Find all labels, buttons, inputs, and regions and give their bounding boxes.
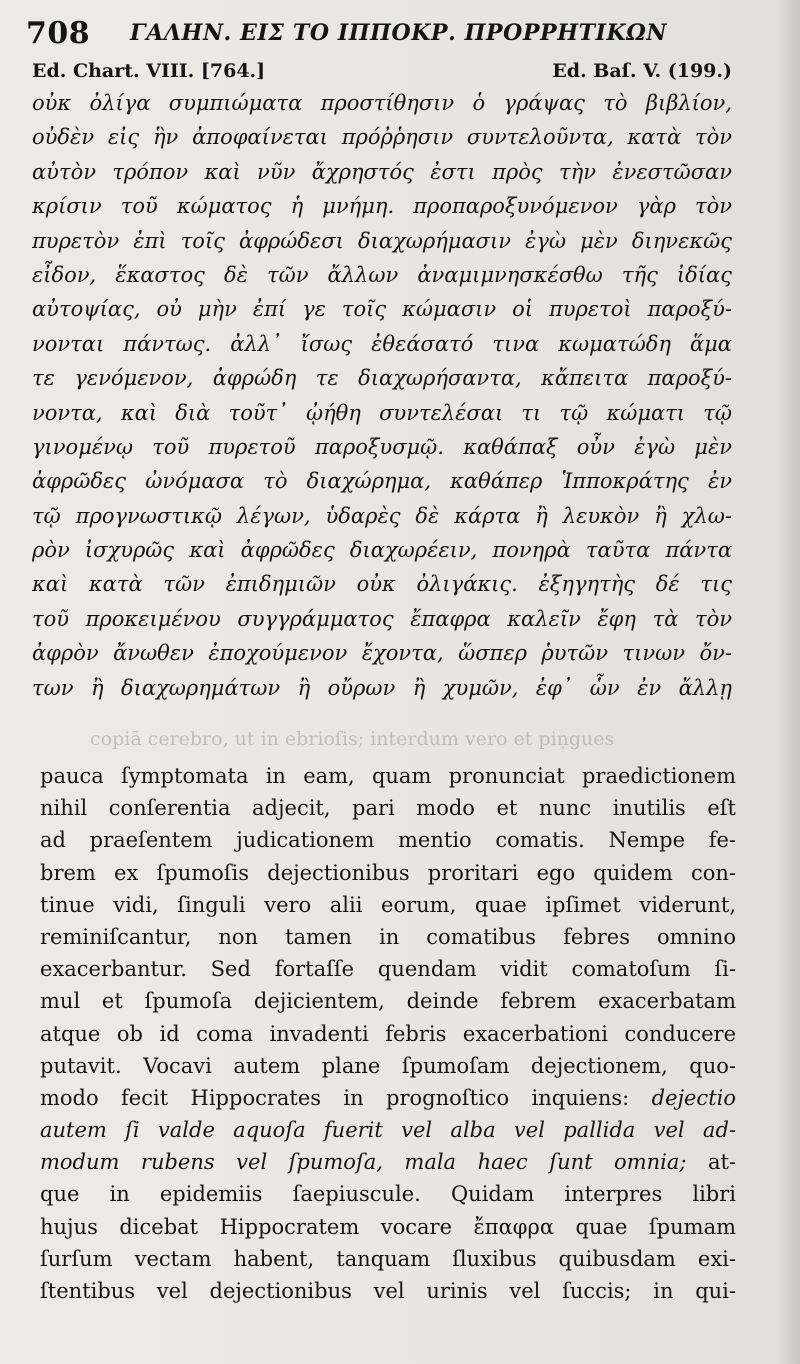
latin-line: que in epidemiis ſaepiuscule. Quidam interpres libri	[40, 1182, 736, 1207]
greek-line: ἀφρῶδες ὠνόμασα τὸ διαχώρημα, καθάπερ Ἱπποκράτης ἐν	[32, 469, 732, 494]
latin-line-text: at-	[686, 1150, 736, 1175]
greek-line: νοντα, καὶ διὰ τοῦτ᾽ ᾠήθη συντελέσαι τι τῷ κώματι τῷ	[32, 400, 732, 425]
latin-line: reminiſcantur, non tamen in comatibus febres omnino	[40, 924, 736, 949]
latin-italic-quote: autem ſi valde aquoſa fuerit vel alba vel pallida vel ad-	[40, 1118, 736, 1143]
greek-line: τε γενόμενον, ἀφρώδη τε διαχωρήσαντα, κἄπειτα παροξύ-	[32, 366, 732, 391]
latin-line: ad praeſentem judicationem mentio comatis. Nempe fe-	[40, 828, 736, 853]
latin-line: mul et ſpumoſa dejicientem, deinde febrem exacerbatam	[40, 989, 736, 1014]
latin-line-text: modo fecit Hippocrates in prognoſtico inquiens:	[40, 1085, 652, 1110]
edition-chartier: Ed. Chart. VIII. [764.]	[32, 60, 266, 82]
greek-line: των ἢ διαχωρημάτων ἢ οὔρων ἢ χυμῶν, ἐφ᾽ ὧν ἐν ἄλλῃ	[32, 675, 732, 700]
greek-line: αὐτὸν τρόπον καὶ νῦν ἄχρηστός ἐστι πρὸς τὴν ἐνεστῶσαν	[32, 159, 732, 184]
greek-line: πυρετὸν ἐπὶ τοῖς ἀφρώδεσι διαχωρήμασιν ἐγὼ μὲν διηνεκῶς	[32, 228, 732, 253]
latin-line-italic	[40, 1114, 736, 1146]
latin-line: brem ex ſpumoſis dejectionibus proritari ego quidem con-	[40, 860, 736, 885]
bleed-through-text: copiā cerebro, ut in ebrioſis; interdum vero et piṇgues	[90, 728, 615, 750]
greek-line: αὐτοψίας, οὐ μὴν ἐπί γε τοῖς κώμασιν οἱ πυρετοὶ παροξύ-	[32, 297, 732, 322]
greek-text-block	[32, 86, 732, 705]
latin-italic-quote: dejectio	[651, 1085, 736, 1110]
latin-line: ſtentibus vel dejectionibus vel urinis vel ſuccis; in qui-	[40, 1279, 736, 1303]
latin-line: atque ob id coma invadenti febris exacerbationi conducere	[40, 1021, 736, 1046]
latin-line	[40, 1146, 736, 1178]
greek-line: κρίσιν τοῦ κώματος ἡ μνήμη. προπαροξυνόμενον γὰρ τὸν	[32, 194, 732, 219]
latin-text-block	[40, 760, 736, 1307]
greek-line: τῷ προγνωστικῷ λέγων, ὑδαρὲς δὲ κάρτα ἢ λευκὸν ἢ χλω-	[32, 503, 732, 528]
latin-line: nihil conſerentia adjecit, pari modo et nunc inutilis eſt	[40, 796, 736, 821]
latin-line: hujus dicebat Hippocratem vocare ἔπαφρα quae ſpumam	[40, 1214, 736, 1239]
greek-line: ἀφρὸν ἄνωθεν ἐποχούμενον ἔχοντα, ὥσπερ ῥυτῶν τινων ὄν-	[32, 641, 732, 666]
greek-line: γινομένῳ τοῦ πυρετοῦ παροξυσμῷ. καθάπαξ οὖν ἐγὼ μὲν	[32, 434, 732, 459]
greek-line: νονται πάντως. ἀλλ᾽ ἴσως ἐθεάσατό τινα κωματώδη ἅμα	[32, 331, 732, 356]
page-number: 708	[26, 16, 91, 51]
latin-italic-quote: modum rubens vel ſpumoſa, mala haec ſunt omnia;	[40, 1150, 687, 1175]
latin-line: pauca ſymptomata in eam, quam pronunciat praedictionem	[40, 764, 736, 788]
running-title: ΓΑΛΗΝ. ΕΙΣ ΤΟ ΙΠΠΟΚΡ. ΠΡΟΡΡΗΤΙΚΩΝ	[130, 20, 668, 46]
edition-basel: Ed. Baſ. V. (199.)	[552, 60, 732, 82]
page-edge-shadow	[778, 0, 800, 1364]
latin-line	[40, 1082, 736, 1114]
edition-reference-line	[32, 60, 732, 86]
greek-line: εἶδον, ἕκαστος δὲ τῶν ἄλλων ἀναμιμνησκέσθω τῆς ἰδίας	[32, 262, 732, 287]
page-header	[26, 14, 766, 54]
latin-line: exacerbantur. Sed fortaſſe quendam vidit comatoſum ſi-	[40, 957, 736, 982]
greek-line: καὶ κατὰ τῶν ἐπιδημιῶν οὐκ ὀλιγάκις. ἐξηγητὴς δέ τις	[32, 572, 732, 597]
latin-line: putavit. Vocavi autem plane ſpumoſam dejectionem, quo-	[40, 1053, 736, 1078]
latin-line: ſurſum vectam habent, tanquam ſluxibus quibusdam exi-	[40, 1246, 736, 1271]
greek-line: οὐδὲν εἰς ἣν ἀποφαίνεται πρόῤῥησιν συντελοῦντα, κατὰ τὸν	[32, 125, 732, 150]
latin-line: tinue vidi, ſinguli vero alii eorum, quae ipſimet viderunt,	[40, 892, 736, 917]
greek-line: οὐκ ὀλίγα συμπιώματα προστίθησιν ὁ γράψας τὸ βιβλίον,	[32, 91, 732, 115]
greek-line: τοῦ προκειμένου συγγράμματος ἔπαφρα καλεῖν ἔφη τὰ τὸν	[32, 606, 732, 631]
greek-line: ρὸν ἰσχυρῶς καὶ ἀφρῶδες διαχωρέειν, πονηρὰ ταῦτα πάντα	[32, 538, 732, 563]
